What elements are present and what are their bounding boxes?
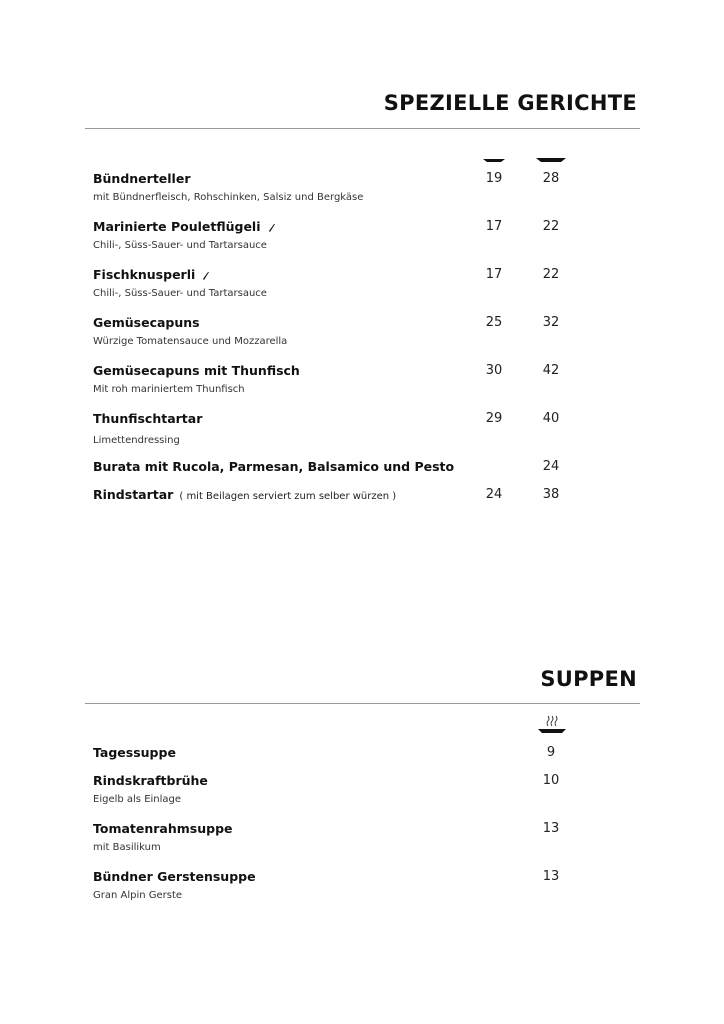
item-desc: Gran Alpin Gerste (93, 890, 183, 901)
price-small: 17 (485, 219, 503, 234)
item-name: Tomatenrahmsuppe (93, 821, 233, 836)
soup-bowl-icon (537, 714, 567, 736)
price-large: 24 (542, 459, 560, 474)
item-name: Bündnerteller (93, 171, 191, 186)
item-desc: Eigelb als Einlage (93, 794, 182, 805)
item-name: Tagessuppe (93, 745, 176, 760)
item-note: ( mit Beilagen serviert zum selber würzen ) (179, 491, 397, 502)
price-large: 32 (542, 315, 560, 330)
price: 13 (542, 821, 560, 836)
price-large: 42 (542, 363, 560, 378)
price: 13 (542, 869, 560, 884)
chili-icon (268, 223, 276, 233)
item-desc: Chili-, Süss-Sauer- und Tartarsauce (93, 288, 267, 299)
item-name: Fischknusperli (93, 267, 196, 282)
section-title-speziell: SPEZIELLE GERICHTE (383, 91, 637, 115)
item-desc: mit Bündnerfleisch, Rohschinken, Salsiz und Bergkäse (93, 192, 364, 203)
price-small: 25 (485, 315, 503, 330)
item-desc: Mit roh mariniertem Thunfisch (93, 384, 245, 395)
price-small: 24 (485, 487, 503, 502)
chili-icon (202, 271, 210, 281)
price-large: 22 (542, 219, 560, 234)
section-title-suppen: SUPPEN (540, 667, 637, 691)
price-large: 28 (542, 171, 560, 186)
price-small: 19 (485, 171, 503, 186)
item-name: Rindstartar (93, 487, 174, 502)
divider (85, 703, 640, 704)
item-desc: Chili-, Süss-Sauer- und Tartarsauce (93, 240, 267, 251)
item-desc: mit Basilikum (93, 842, 161, 853)
item-name: Gemüsecapuns (93, 315, 200, 330)
item-name: Rindskraftbrühe (93, 773, 208, 788)
price-small: 29 (485, 411, 503, 426)
item-name: Thunfischtartar (93, 411, 203, 426)
price-large: 38 (542, 487, 560, 502)
small-plate-icon (483, 156, 505, 164)
price-small: 30 (485, 363, 503, 378)
price-small: 17 (485, 267, 503, 282)
price-large: 40 (542, 411, 560, 426)
price: 9 (546, 745, 556, 760)
item-name: Burata mit Rucola, Parmesan, Balsamico und Pesto (93, 459, 455, 474)
large-plate-icon (536, 155, 566, 164)
divider (85, 128, 640, 129)
price: 10 (542, 773, 560, 788)
price-large: 22 (542, 267, 560, 282)
item-desc: Limettendressing (93, 435, 180, 446)
item-name: Gemüsecapuns mit Thunfisch (93, 363, 300, 378)
item-name: Bündner Gerstensuppe (93, 869, 256, 884)
item-desc: Würzige Tomatensauce und Mozzarella (93, 336, 288, 347)
item-name: Marinierte Pouletflügeli (93, 219, 261, 234)
